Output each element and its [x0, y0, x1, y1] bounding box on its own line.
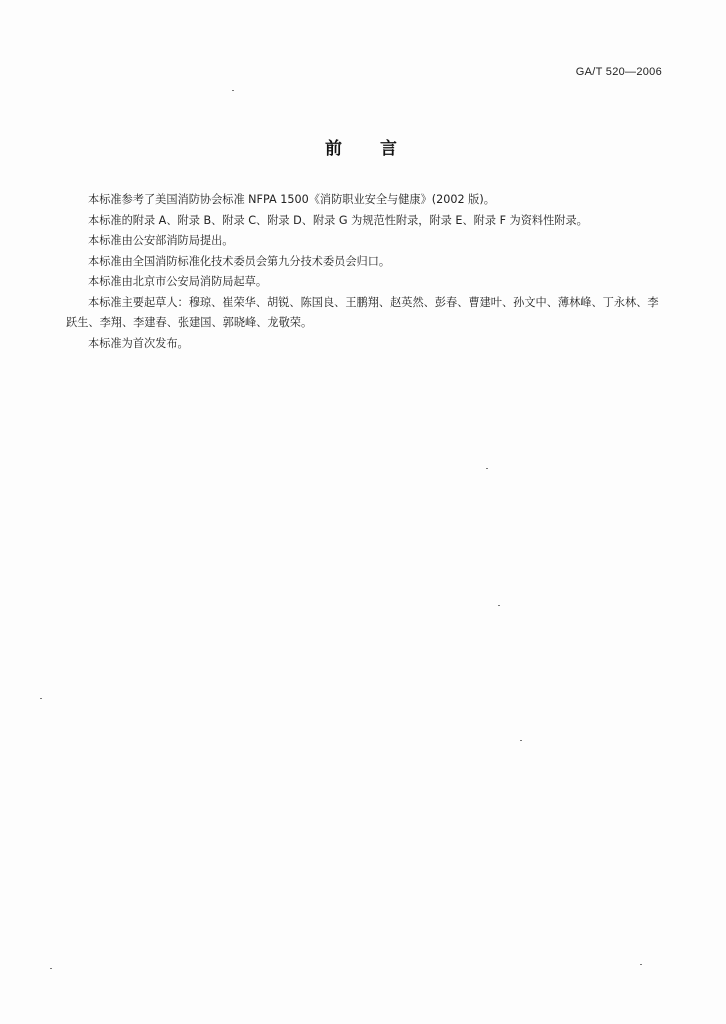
scan-speck [486, 468, 488, 469]
foreword-body [66, 190, 666, 354]
standard-code: GA/T 520—2006 [575, 66, 662, 78]
page-title: 前言 [325, 139, 435, 159]
paragraph-under-jurisdiction: 本标准由全国消防标准化技术委员会第九分技术委员会归口。 [88, 254, 391, 268]
scan-speck [520, 740, 522, 741]
scan-speck [232, 90, 234, 91]
paragraph-first-release: 本标准为首次发布。 [88, 336, 189, 350]
paragraph-drafted-by: 本标准由北京市公安局消防局起草。 [88, 275, 268, 288]
paragraph-appendices: 本标准的附录 A、附录 B、附录 C、附录 D、附录 G 为规范性附录，附录 E、附录 F 为资料性附录。 [88, 213, 588, 227]
scan-speck [640, 964, 642, 965]
scan-speck [40, 698, 42, 699]
paragraph-reference: 本标准参考了美国消防协会标准 NFPA 1500《消防职业安全与健康》(2002 版)。 [88, 193, 495, 206]
paragraph-proposed-by: 本标准由公安部消防局提出。 [88, 234, 234, 247]
scan-speck [50, 968, 52, 969]
paragraph-drafters: 本标准主要起草人：穆琼、崔荣华、胡锐、陈国良、王鹏翔、赵英然、彭春、曹建叶、孙文中、薄林峰、丁永林、李跃生、李翔、李建春、张建国、郭晓峰、龙敬荣。 [66, 295, 659, 329]
scan-speck [498, 605, 500, 606]
